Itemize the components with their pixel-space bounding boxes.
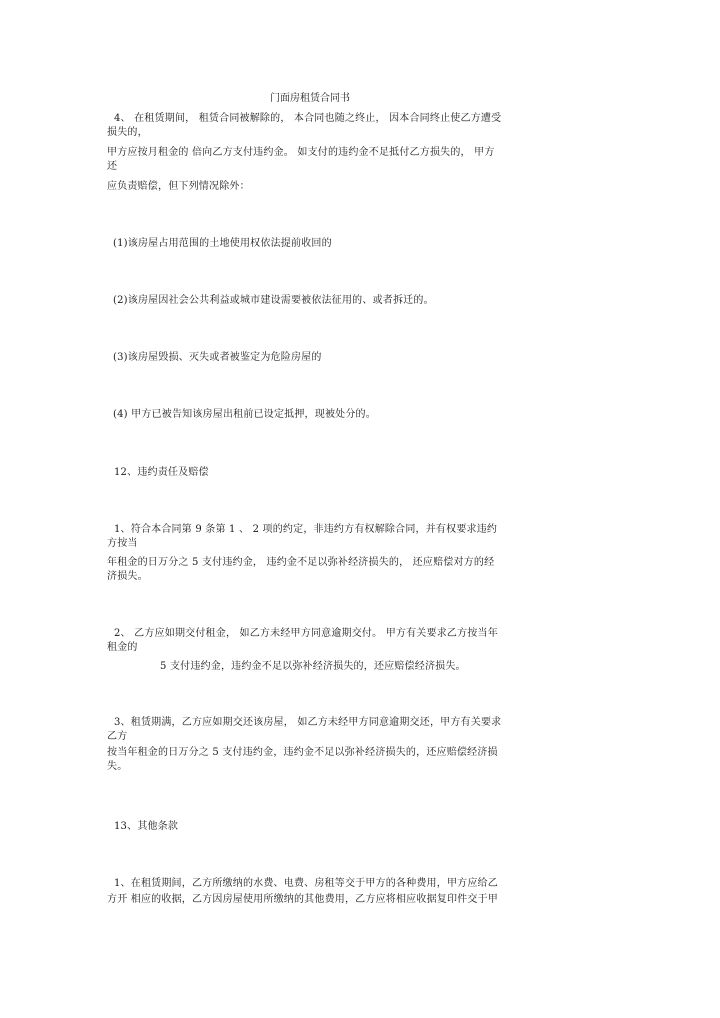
text-line: (2)该房屋因社会公共利益或城市建设需要被依法征用的、或者拆迁的。 xyxy=(113,295,434,306)
text-line: 3、租赁期满，乙方应如期交还该房屋， 如乙方未经甲方同意逾期交还，甲方有关要求 xyxy=(114,717,502,728)
section-heading: 12、违约责任及赔偿 xyxy=(114,467,209,478)
text-line: (1)该房屋占用范围的土地使用权依法提前收回的 xyxy=(113,238,332,249)
text-line: 按当年租金的日万分之 5 支付违约金，违约金不足以弥补经济损失的，还应赔偿经济损 xyxy=(107,747,498,758)
document-title: 门面房租赁合同书 xyxy=(270,93,350,104)
text-line: 应负责赔偿，但下列情况除外： xyxy=(107,181,250,192)
text-line: 2、 乙方应如期交付租金， 如乙方未经甲方同意逾期交付。 甲方有关要求乙方按当年 xyxy=(114,628,498,639)
text-line: 年租金的日万分之 5 支付违约金， 违约金不足以弥补经济损失的， 还应赔偿对方的经 xyxy=(107,557,495,568)
text-line: 损失的， xyxy=(107,127,148,138)
text-line: 济损失。 xyxy=(107,571,148,582)
text-line: 失。 xyxy=(107,761,128,772)
section-heading: 13、其他条款 xyxy=(114,821,179,832)
text-line: (4) 甲方已被告知该房屋出租前已设定抵押，现被处分的。 xyxy=(113,409,376,420)
text-line: 租金的 xyxy=(107,642,138,653)
text-line: 5 支付违约金，违约金不足以弥补经济损失的，还应赔偿经济损失。 xyxy=(160,661,466,672)
text-line: 乙方 xyxy=(107,731,128,742)
text-line: 方按当 xyxy=(107,538,138,549)
text-line: 甲方应按月租金的 倍向乙方支付违约金。 如支付的违约金不足抵付乙方损失的， 甲方 xyxy=(107,147,495,158)
text-line: 还 xyxy=(107,161,118,172)
text-line: (3)该房屋毁损、灭失或者被鉴定为危险房屋的 xyxy=(113,352,322,363)
text-line: 4、 在租赁期间， 租赁合同被解除的， 本合同也随之终止， 因本合同终止使乙方遭受 xyxy=(114,113,502,124)
text-line: 1、在租赁期间，乙方所缴纳的水费、电费、房租等交于甲方的各种费用，甲方应给乙 xyxy=(114,878,498,889)
text-line: 1、符合本合同第 9 条第 1 、 2 项的约定，非违约方有权解除合同，并有权要求违约 xyxy=(114,524,498,535)
text-line: 方开 相应的收据，乙方因房屋使用所缴纳的其他费用，乙方应将相应收据复印件交于甲 xyxy=(107,894,498,905)
